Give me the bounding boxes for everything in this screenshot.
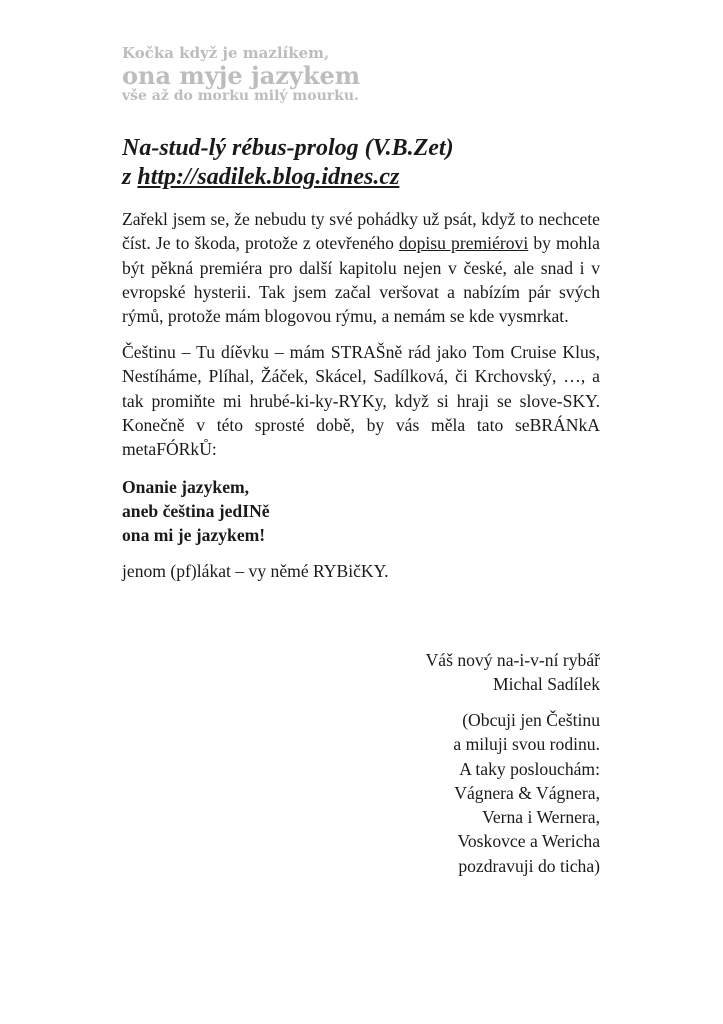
postscript-line: (Obcuji jen Češtinu [462,710,600,730]
postscript [453,708,600,878]
signature [426,648,600,696]
postscript-line: pozdravuji do ticha) [458,855,600,876]
motto-line-3: vše až do morku milý mourku. [122,87,359,104]
motto-line-2: ona myje jazykem [122,60,361,90]
postscript-line: A taky poslouchám: [459,758,600,779]
title-prefix: z [122,164,138,191]
poem-line-2: aneb čeština jedINě [122,501,270,522]
paragraph-2: Češtinu – Tu díěvku – mám STRAŠně rád jako Tom Cruise Klus, Nestíháme, Plíhal, Žáček, Skácel, Sadílková, či Krchovský, …, a tak promiňte mi hrubé-ki-ky-RYKy, když si hraji se slove-SKY. Konečně v této sprosté době, by vás měla tato seBRÁNkA metaFÓRkŮ: [122,342,600,459]
poem-line-3: ona mi je jazykem! [122,525,266,546]
postscript-line: Vágnera & Vágnera, [454,782,600,803]
blog-link[interactable]: http://sadilek.blog.idnes.cz [137,164,400,191]
postscript-line: Verna i Wernera, [482,807,600,828]
postscript-line: Voskovce a Wericha [457,831,600,852]
postscript-line: a miluji svou rodinu. [453,734,600,755]
motto [122,46,600,104]
paragraph-1 [122,207,600,328]
paragraph-1-text-b: by mohla být pěkná premiéra pro další kapitolu nejen v české, ale snad i v evropské hysterii. Tak jsem začal veršovat a nabízím pár svých rýmů, protože mám blogovou rýmu, a nemám se kde vysmrkat. [122,233,600,326]
open-letter-link[interactable]: dopisu premiérovi [399,233,529,254]
motto-line-1: Kočka když je mazlíkem, [122,44,330,62]
article-title [122,134,600,194]
signature-line-1: Váš nový na-i-v-ní rybář [425,650,600,670]
tagline: jenom (pf)lákat – vy němé RYBičKY. [122,561,389,582]
poem [122,475,600,547]
title-line-1: Na-stud-lý rébus-prolog (V.B.Zet) [122,134,454,161]
signature-name: Michal Sadílek [492,674,600,694]
paragraph-1-text-a: Zařekl jsem se, že nebudu ty své pohádky už psát, když to nechcete číst. Je to škoda, protože z otevřeného [122,209,600,254]
document-page [122,44,600,876]
poem-line-1: Onanie jazykem, [122,477,250,498]
